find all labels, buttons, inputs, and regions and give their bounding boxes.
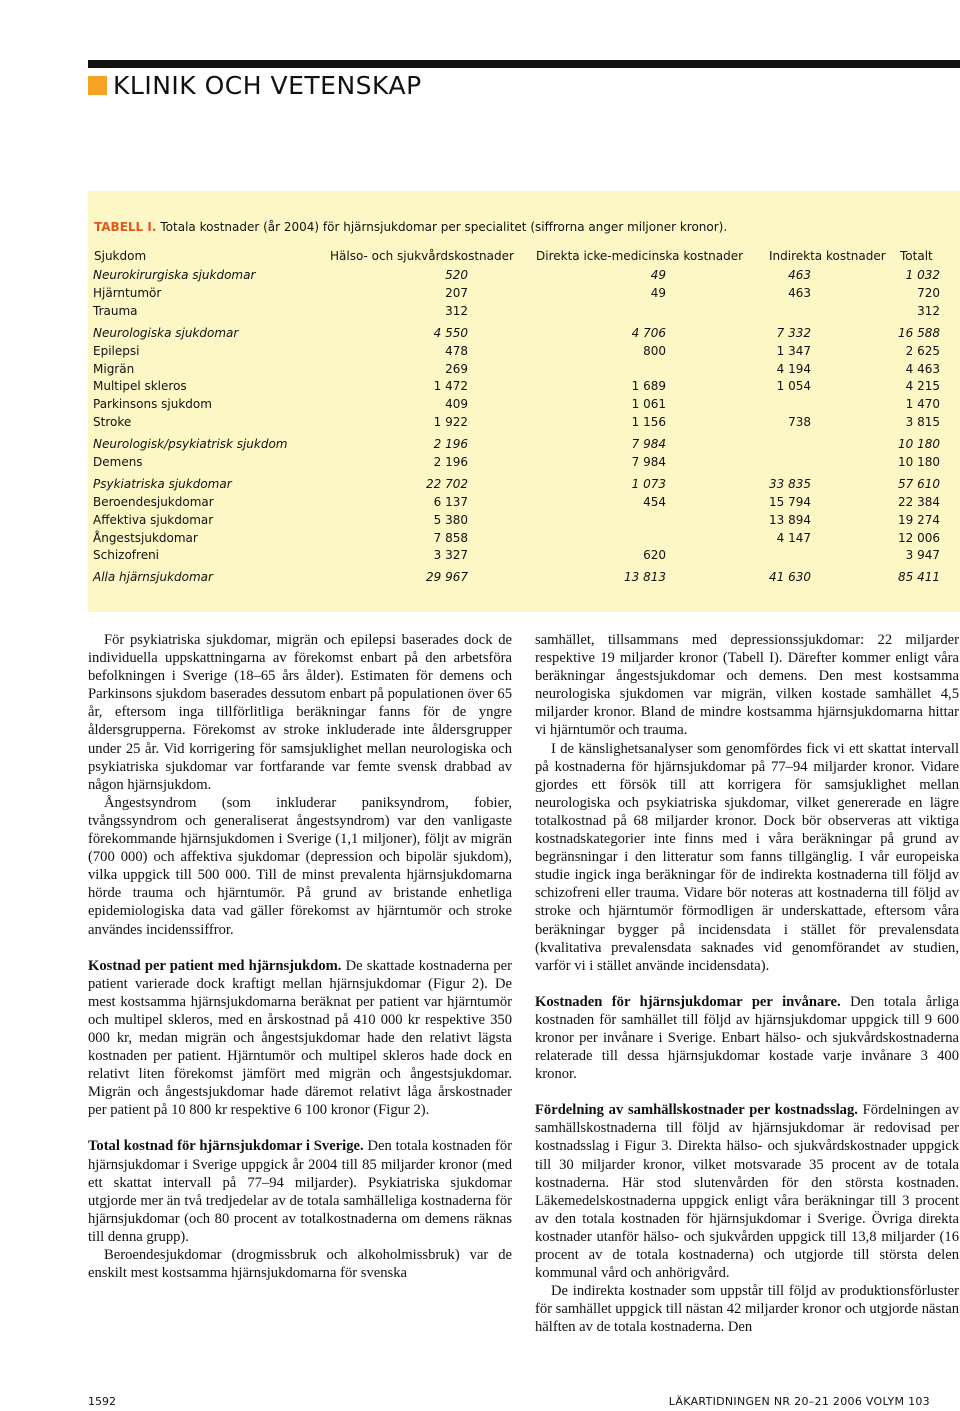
row-value: 1 032 [905,268,940,282]
paragraph-text: Fördelningen av samhällskostnaderna till följd av hjärnsjukdomar är redovisad per kostnadsslag i Figur 3. Direkta hälso- och sjukvårdskostnader uppgick till 30 miljarder kronor, vilket motsvarade 35 procent av de totala kostnaderna. Här stod slutenvården för den största kostnaden. Läkemedelskostnaderna uppgick enligt våra beräkningar till 3 procent av den totala kostnaden för hjärnsjukdomar i Sverige. Övriga direkta kostnader utanför hälso- och sjukvården uppgick till 13,8 miljarder (16 procent av de totala kostnaderna) och utgjorde till största delen kommunal vård och anhörigvård. [535,1102,960,1282]
row-value: 7 332 [776,326,811,340]
col-header-direkta: Direkta icke-medicinska kostnader [536,249,744,263]
row-value: 22 384 [898,495,940,509]
row-value: 12 006 [898,531,940,545]
row-value: 41 630 [769,570,811,584]
row-label: Stroke [93,415,132,429]
row-value: 10 180 [898,455,940,469]
row-value: 4 147 [776,531,811,545]
paragraph: För psykiatriska sjukdomar, migrän och epilepsi baserades dock de individuella uppskattningarna av förekomst enbart på den arbetsföra befolkningen i Sverige (18–65 års ålder). Estimaten för demens och Parkinsons sjukdom baserades dessutom enbart på populationen över 65 år, eftersom inga tillförlitliga beräkningar fanns för de yngre åldersgrupperna. Förekomst av stroke inkluderade inte åldersgrupper under 25 år. Vid korrigering för samsjuklighet mellan neurologiska och psykiatriska sjukdomar var fortfarande var femte svensk drabbad av någon hjärnsjukdom. [88,632,512,793]
row-value: 49 [650,286,666,300]
row-value: 463 [788,286,811,300]
row-value: 15 794 [769,495,811,509]
row-value: 1 922 [433,415,468,429]
row-value: 312 [445,304,468,318]
row-label: Trauma [93,304,138,318]
row-label: Parkinsons sjukdom [93,397,212,411]
row-value: 2 625 [905,344,940,358]
row-value: 269 [445,362,468,376]
page-number: 1592 [88,1395,116,1408]
row-value: 7 858 [433,531,468,545]
row-label: Psykiatriska sjukdomar [93,477,232,491]
row-label: Migrän [93,362,135,376]
row-value: 463 [788,268,811,282]
row-value: 1 061 [631,397,666,411]
paragraph: I de känslighetsanalyser som genomfördes fick vi ett skattat intervall på kostnaderna för hjärnsjukdomar på 77–94 miljarder kronor. Vidare gjordes ett försök till att korrigera för samsjuklighet mellan neurologiska och psykiatriska sjukdomar, vilket genererade en lägre totalkostnad på 68 miljarder kronor. Dock bör observeras att viktiga kostnadskategorier inte finns med i våra beräkningar på grund av begränsningar i den litteratur som fanns tillgänglig. I vår europeiska studie ingick inga beräkningar för de indirekta kostnaderna till följd av schizofreni eller trauma. Vidare bör noteras att kostnaderna till följd av stroke och hjärntumör förmodligen är underskattade, eftersom våra beräkningar bygger på incidensdata i stället för prevalensdata (kvalitativa prevalensdata saknades vid genomförandet av studien, varför vi i stället använde incidensdata). [535,740,959,974]
top-rule [88,60,960,68]
paragraph-text: Den totala årliga kostnaden för samhället till följd av hjärnsjukdomar uppgick till 9 600 kronor per invånare i Sverige. Enbart hälso- och sjukvårdskostnaderna relaterade till dessa hjärnsjukdomar kostade varje invånare 3 400 kronor. [535,993,960,1083]
row-value: 720 [917,286,940,300]
row-label: Schizofreni [93,548,160,562]
row-value: 620 [643,548,666,562]
subheading: Fördelning av samhällskostnader per kostnadsslag. [535,1102,858,1119]
subheading: Kostnad per patient med hjärnsjukdom. [88,957,342,974]
row-label: Alla hjärnsjukdomar [93,570,213,584]
row-value: 800 [643,344,666,358]
row-value: 13 813 [624,570,666,584]
row-value: 6 137 [433,495,468,509]
row-value: 1 347 [776,344,811,358]
row-value: 4 706 [631,326,666,340]
row-value: 29 967 [426,570,468,584]
table-row [88,379,960,395]
paragraph-text: Den totala kostnaden för hjärnsjukdomar i Sverige uppgick år 2004 till 85 miljarder kronor (med ett skattat intervall på 77–94 miljarder). Psykiatriska sjukdomar utgjorde mer än två tredjedelar av de totala samhälleliga kostnaderna för hjärnsjukdomar (och 80 procent av totalkostnaderna om demens räknas till denna grupp). [88,1138,512,1245]
row-label: Hjärntumör [93,286,162,300]
col-header-indirekta: Indirekta kostnader [769,249,886,263]
row-value: 2 196 [433,455,468,469]
subheading: Total kostnad för hjärnsjukdomar i Sverige. [88,1138,364,1155]
right-column [535,631,959,1336]
row-value: 1 073 [631,477,666,491]
row-label: Neurologisk/psykiatrisk sjukdom [93,437,288,451]
table-row [88,437,960,453]
row-value: 7 984 [631,437,666,451]
row-value: 4 194 [776,362,811,376]
table-row [88,495,960,511]
row-label: Ångestsjukdomar [93,531,198,545]
row-value: 454 [643,495,666,509]
table-label: TABELL I. [94,220,157,234]
row-value: 19 274 [898,513,940,527]
row-label: Affektiva sjukdomar [93,513,214,527]
row-label: Multipel skleros [93,379,187,393]
table-title-text: Totala kostnader (år 2004) för hjärnsjukdomar per specialitet (siffrorna anger miljoner kronor). [160,220,728,234]
row-value: 3 947 [905,548,940,562]
table-row [88,455,960,471]
paragraph: Beroendesjukdomar (drogmissbruk och alkoholmissbruk) var de enskilt mest kostsamma hjärnsjukdomarna för svenska [88,1247,512,1282]
table-row [88,344,960,360]
col-header-sjukdom: Sjukdom [94,249,147,263]
row-value: 478 [445,344,468,358]
row-value: 13 894 [769,513,811,527]
table-caption [94,220,727,234]
table-row [88,531,960,547]
row-label: Neurologiska sjukdomar [93,326,239,340]
paragraph [88,957,512,1120]
col-header-totalt: Totalt [900,249,933,263]
paragraph [535,993,959,1083]
paragraph: Ångestsyndrom (som inkluderar paniksyndrom, fobier, tvångssyndrom och generaliserat ångestsyndrom) var den vanligaste förekommande hjärnsjukdomen i Sverige (1,1 miljoner), följt av migrän (700 000) och affektiva sjukdomar (depression och bipolär sjukdom), vilka uppgick till 500 000. Till de minst prevalenta hjärnsjukdomarna hörde trauma och hjärntumör. På grund av bristande enhetliga epidemiologiska data vad gäller förekomst av hjärntumör och stroke användes incidenssiffror. [88,794,512,938]
subheading: Kostnaden för hjärnsjukdomar per invånare. [535,993,841,1010]
row-label: Beroendesjukdomar [93,495,214,509]
row-value: 1 156 [631,415,666,429]
table-row [88,477,960,493]
row-value: 207 [445,286,468,300]
row-value: 409 [445,397,468,411]
row-value: 1 689 [631,379,666,393]
row-value: 49 [650,268,666,282]
section-title: KLINIK OCH VETENSKAP [113,70,422,100]
row-value: 57 610 [898,477,940,491]
row-value: 738 [788,415,811,429]
paragraph [88,1137,512,1246]
row-value: 1 472 [433,379,468,393]
row-value: 4 215 [905,379,940,393]
row-value: 3 815 [905,415,940,429]
table-row [88,268,960,284]
table-row [88,326,960,342]
row-value: 1 470 [905,397,940,411]
row-label: Demens [93,455,143,469]
left-column [88,631,512,1282]
row-value: 5 380 [433,513,468,527]
row-label: Neurokirurgiska sjukdomar [93,268,256,282]
row-value: 4 463 [905,362,940,376]
row-value: 85 411 [898,570,940,584]
row-value: 4 550 [433,326,468,340]
row-value: 2 196 [433,437,468,451]
section-header [88,68,422,102]
row-label: Epilepsi [93,344,140,358]
row-value: 33 835 [769,477,811,491]
section-square-icon [88,76,107,95]
row-value: 7 984 [631,455,666,469]
table-row [88,362,960,378]
table-row [88,286,960,302]
paragraph: De indirekta kostnader som uppstår till följd av produktionsförluster för samhället uppgick till nästan 42 miljarder kronor och utgjorde nästan hälften av de totala kostnaderna. Den [535,1283,959,1336]
row-value: 312 [917,304,940,318]
table-row [88,397,960,413]
table-row [88,513,960,529]
row-value: 10 180 [898,437,940,451]
table-row [88,304,960,320]
row-value: 1 054 [776,379,811,393]
table-row [88,548,960,564]
table-row [88,570,960,586]
row-value: 520 [445,268,468,282]
table-row [88,415,960,431]
row-value: 3 327 [433,548,468,562]
paragraph-text: De skattade kostnaderna per patient varierade dock kraftigt mellan hjärnsjukdomar (Figur 2). De mest kostsamma hjärnsjukdomarna beräknat per patient var hjärntumör och multipel skleros, med en årskostnad på 410 000 kr respektive 350 000 kr, medan migrän och ångestsjukdomar hade den relativt lägsta kostnaden per patient. Hjärntumör och multipel skleros hade dock en relativt liten förekomst jämfört med migrän och ångestsjukdomar. Migrän och ångestsjukdomar hade däremot relativt låga årskostnader per patient på 10 800 kr respektive 6 100 kronor (Figur 2). [88,957,512,1119]
row-value: 16 588 [898,326,940,340]
journal-footer: LÄKARTIDNINGEN NR 20–21 2006 VOLYM 103 [668,1395,930,1408]
paragraph [535,1101,959,1282]
paragraph: samhället, tillsammans med depressionssjukdomar: 22 miljarder respektive 19 miljarder kronor (Tabell I). Därefter kommer enligt våra beräkningar ångestsjukdomar och demens. Den mest kostsamma neurologiska sjukdomen var migrän, vilken kostade samhället 4,5 miljarder kronor. Bland de mindre kostsamma hjärnsjukdomarna hittar vi hjärntumör och trauma. [535,632,959,739]
row-value: 22 702 [426,477,468,491]
col-header-halso: Hälso- och sjukvårdskostnader [330,249,514,263]
